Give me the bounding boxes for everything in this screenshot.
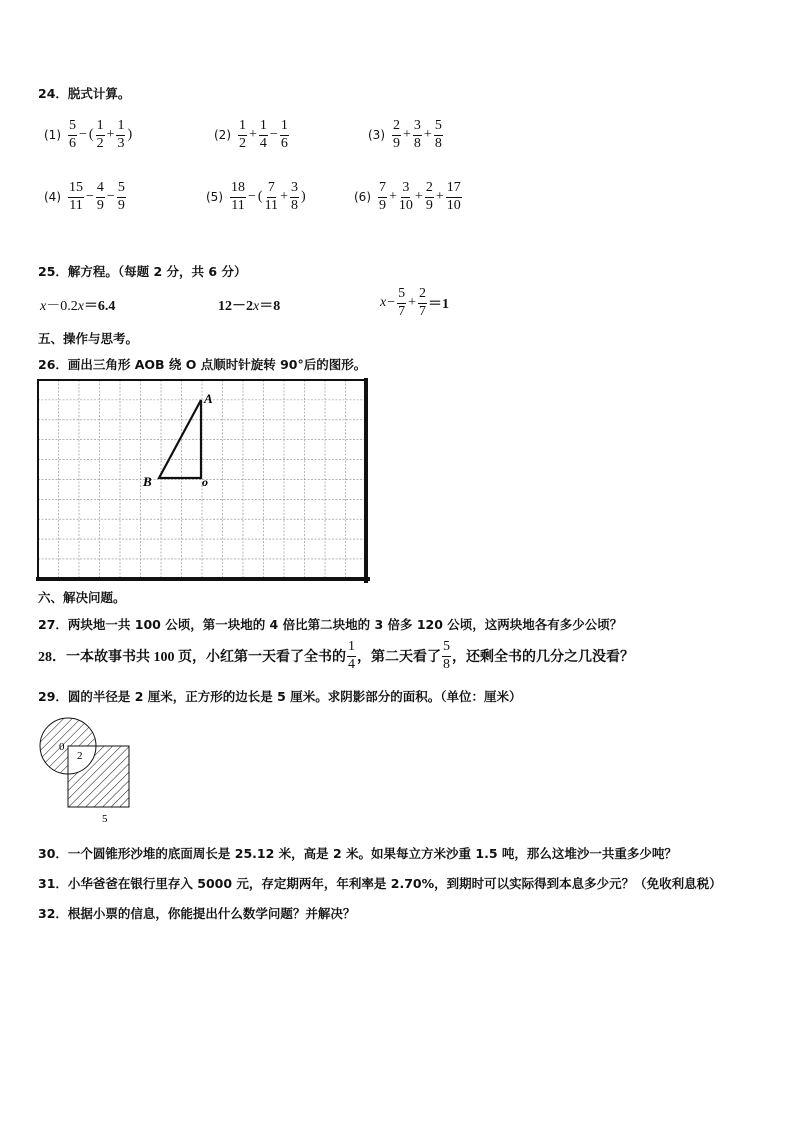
- expression-1: [44, 119, 133, 151]
- q28-f1-num: 1: [347, 640, 356, 657]
- parenthesis: (: [257, 189, 263, 205]
- q29-text: 29．圆的半径是 2 厘米，正方形的边长是 5 厘米。求阴影部分的面积。（单位：厘米）: [38, 689, 522, 704]
- fraction: [413, 119, 422, 151]
- parenthesis: ): [300, 189, 306, 205]
- operator: +: [389, 189, 397, 205]
- fraction: [425, 181, 434, 213]
- numerator: 1: [259, 119, 268, 136]
- fraction: [117, 181, 126, 213]
- label-center-0: 0: [59, 741, 65, 753]
- numerator: 1: [238, 119, 247, 136]
- expression-4: [44, 181, 127, 213]
- expression-3: [368, 119, 444, 151]
- expression-label: (3): [368, 128, 385, 143]
- fraction: [96, 181, 105, 213]
- operator: +: [403, 127, 411, 143]
- fraction: [259, 119, 268, 151]
- equation-3: [380, 287, 449, 319]
- denominator: 9: [425, 197, 433, 213]
- operator: +: [423, 127, 432, 143]
- denominator: 3: [117, 135, 125, 151]
- q28-fraction-1: [347, 640, 356, 672]
- operator: +: [435, 189, 444, 205]
- denominator: 2: [96, 135, 104, 151]
- q28-part3: ，还剩全书的几分之几没看？: [452, 650, 634, 666]
- denominator: 11: [231, 197, 245, 213]
- operator: −: [79, 127, 87, 143]
- fraction: [280, 119, 289, 151]
- expression-label: (1): [44, 128, 61, 143]
- denominator: 9: [117, 197, 125, 213]
- section-5-heading: 五、操作与思考。: [38, 331, 139, 346]
- denominator: 8: [413, 135, 421, 151]
- operator: −: [269, 127, 278, 143]
- fraction: [290, 181, 299, 213]
- expression-label: (4): [44, 190, 61, 205]
- eq2-var: x: [253, 299, 260, 314]
- eq3-f2-den: 7: [419, 303, 427, 319]
- fraction: [265, 181, 278, 213]
- parenthesis: (: [88, 127, 94, 143]
- fraction: [392, 119, 401, 151]
- numerator: 5: [117, 181, 126, 198]
- q30-text: 30．一个圆锥形沙堆的底面周长是 25.12 米，高是 2 米。如果每立方米沙重 1.5 吨，那么这堆沙一共重多少吨？: [38, 846, 677, 861]
- eq3-var: x: [380, 295, 387, 311]
- numerator: 3: [413, 119, 422, 136]
- fraction: [238, 119, 247, 151]
- eq2-head: 12－2: [218, 299, 253, 314]
- denominator: 6: [69, 135, 76, 151]
- operator: +: [106, 127, 115, 143]
- q27-text: 27．两块地一共 100 公顷，第一块地的 4 倍比第二块地的 3 倍多 120 公顷，这两块地各有多少公顷？: [38, 617, 623, 632]
- denominator: 9: [379, 197, 386, 213]
- eq3-tail: ＝1: [428, 297, 450, 313]
- eq1-tail: ＝6.4: [83, 299, 116, 314]
- operator: +: [280, 189, 288, 205]
- fraction: [378, 181, 387, 213]
- numerator: 17: [446, 181, 462, 198]
- numerator: 18: [230, 181, 246, 198]
- denominator: 10: [446, 197, 461, 213]
- numerator: 5: [68, 119, 77, 136]
- numerator: 4: [96, 181, 105, 198]
- equation-1: [40, 295, 115, 315]
- operator: −: [106, 189, 115, 205]
- numerator: 3: [401, 181, 410, 198]
- eq2-tail: ＝8: [259, 299, 281, 314]
- numerator: 15: [68, 181, 84, 198]
- eq3-f1-num: 5: [397, 287, 406, 304]
- eq3-fraction-1: [397, 287, 406, 319]
- denominator: 8: [290, 197, 298, 213]
- label-o: o: [202, 475, 208, 489]
- expression-6: [354, 181, 463, 213]
- q26-title: 26．画出三角形 AOB 绕 O 点顺时针旋转 90°后的图形。: [38, 357, 367, 372]
- eq3-f2-num: 2: [418, 287, 427, 304]
- denominator: 6: [280, 135, 288, 151]
- fraction: [230, 181, 246, 213]
- eq1-rest: －0.2: [46, 299, 78, 314]
- eq1-var2: x: [77, 299, 84, 314]
- fraction: [116, 119, 125, 151]
- numerator: 5: [434, 119, 443, 136]
- numerator: 2: [425, 181, 434, 198]
- operator: +: [249, 127, 257, 143]
- denominator: 8: [434, 135, 442, 151]
- label-b: B: [143, 474, 152, 489]
- denominator: 9: [96, 197, 104, 213]
- denominator: 10: [398, 197, 413, 213]
- q28-f2-num: 5: [442, 640, 451, 657]
- label-a: A: [204, 391, 213, 406]
- numerator: 3: [290, 181, 299, 198]
- equation-2: [218, 295, 280, 315]
- denominator: 11: [69, 197, 83, 213]
- denominator: 4: [259, 135, 267, 151]
- label-side-5: 5: [102, 813, 108, 825]
- numerator: 1: [116, 119, 125, 136]
- fraction: [68, 181, 84, 213]
- expression-2: [214, 119, 290, 151]
- q25-title: 25．解方程。（每题 2 分，共 6 分）: [38, 264, 247, 279]
- numerator: 1: [280, 119, 289, 136]
- fraction: [96, 119, 105, 151]
- eq3-minus: −: [387, 295, 396, 311]
- label-radius-2: 2: [77, 750, 83, 762]
- eq3-plus: +: [408, 295, 417, 311]
- eq1-var: x: [40, 299, 47, 314]
- fraction: [399, 181, 413, 213]
- fraction: [446, 181, 462, 213]
- q28-f2-den: 8: [443, 656, 450, 672]
- circle-square-figure: [36, 712, 146, 827]
- denominator: 9: [393, 135, 400, 151]
- q28-text: [38, 640, 634, 672]
- operator: −: [248, 189, 256, 205]
- eq3-f1-den: 7: [398, 303, 406, 319]
- rotation-grid-figure: [36, 378, 370, 583]
- numerator: 2: [392, 119, 401, 136]
- expression-5: [206, 181, 307, 213]
- denominator: 11: [264, 197, 279, 213]
- operator: −: [86, 189, 94, 205]
- numerator: 1: [96, 119, 105, 136]
- eq3-fraction-2: [418, 287, 427, 319]
- q28-fraction-2: [442, 640, 451, 672]
- numerator: 7: [378, 181, 387, 198]
- numerator: 7: [267, 181, 276, 198]
- section-6-heading: 六、解决问题。: [38, 590, 126, 605]
- q28-part1: 28．一本故事书共 100 页，小红第一天看了全书的: [38, 650, 346, 666]
- q31-text: 31．小华爸爸在银行里存入 5000 元，存定期两年，年利率是 2.70%，到期时可以实际得到本息多少元？（免收利息税）: [38, 876, 722, 891]
- expression-label: (2): [214, 128, 231, 143]
- fraction: [68, 119, 77, 151]
- q28-f1-den: 4: [348, 656, 355, 672]
- expression-label: (5): [206, 190, 223, 205]
- denominator: 2: [239, 135, 246, 151]
- expression-label: (6): [354, 190, 371, 205]
- fraction: [434, 119, 443, 151]
- q28-part2: ，第二天看了: [357, 650, 441, 666]
- operator: +: [414, 189, 423, 205]
- q24-title: 24．脱式计算。: [38, 86, 131, 101]
- parenthesis: ): [127, 127, 133, 143]
- q32-text: 32．根据小票的信息，你能提出什么数学问题？并解决？: [38, 906, 356, 921]
